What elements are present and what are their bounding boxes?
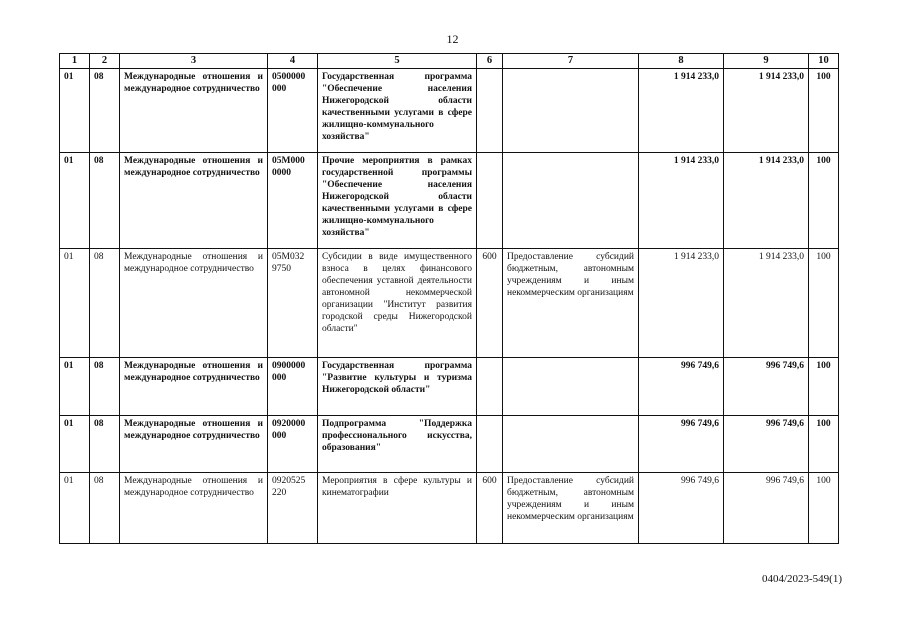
cell-expense-type (477, 69, 503, 153)
cell-actual: 1 914 233,0 (724, 69, 809, 153)
cell-percent: 100 (809, 416, 839, 473)
cell-planned: 1 914 233,0 (639, 69, 724, 153)
cell-expense-type (477, 153, 503, 249)
cell-expense-type-name (503, 358, 639, 416)
cell-section-name: Международные отношения и международное сотрудничество (120, 249, 268, 358)
table-row (60, 153, 839, 249)
cell-actual: 996 749,6 (724, 358, 809, 416)
cell-subsection: 08 (90, 473, 120, 544)
table-row (60, 249, 839, 358)
cell-expense-type-name: Предоставление субсидий бюджетным, автономным учреждениям и иным некоммерческим организациям (503, 249, 639, 358)
table-row (60, 358, 839, 416)
cell-section: 01 (60, 358, 90, 416)
cell-subsection: 08 (90, 416, 120, 473)
cell-section-name: Международные отношения и международное сотрудничество (120, 473, 268, 544)
cell-percent: 100 (809, 249, 839, 358)
cell-section-name: Международные отношения и международное сотрудничество (120, 69, 268, 153)
cell-program-name: Субсидии в виде имущественного взноса в целях финансового обеспечения уставной деятельности автономной некоммерческой организации "Институт развития городской среды Нижегородской области" (318, 249, 477, 358)
cell-planned: 996 749,6 (639, 416, 724, 473)
cell-expense-type-name (503, 69, 639, 153)
cell-percent: 100 (809, 473, 839, 544)
cell-target-code: 05М032 9750 (268, 249, 318, 358)
cell-section-name: Международные отношения и международное сотрудничество (120, 358, 268, 416)
cell-actual: 996 749,6 (724, 416, 809, 473)
cell-section-name: Международные отношения и международное сотрудничество (120, 416, 268, 473)
cell-section: 01 (60, 416, 90, 473)
cell-subsection: 08 (90, 249, 120, 358)
header-col-1: 1 (60, 54, 90, 69)
cell-expense-type-name: Предоставление субсидий бюджетным, автономным учреждениям и иным некоммерческим организациям (503, 473, 639, 544)
cell-subsection: 08 (90, 153, 120, 249)
header-col-8: 8 (639, 54, 724, 69)
header-row (60, 54, 839, 69)
cell-section: 01 (60, 153, 90, 249)
cell-actual: 1 914 233,0 (724, 153, 809, 249)
cell-percent: 100 (809, 358, 839, 416)
cell-program-name: Государственная программа "Развитие культуры и туризма Нижегородской области" (318, 358, 477, 416)
cell-program-name: Государственная программа "Обеспечение населения Нижегородской области качественными услугами в сфере жилищно-коммунального хозяйства" (318, 69, 477, 153)
cell-actual: 996 749,6 (724, 473, 809, 544)
cell-program-name: Подпрограмма "Поддержка профессионального искусства, образования" (318, 416, 477, 473)
document-code: 0404/2023-549(1) (761, 573, 842, 585)
table-row (60, 69, 839, 153)
cell-expense-type: 600 (477, 249, 503, 358)
header-col-5: 5 (318, 54, 477, 69)
cell-actual: 1 914 233,0 (724, 249, 809, 358)
cell-section: 01 (60, 69, 90, 153)
cell-subsection: 08 (90, 358, 120, 416)
header-col-3: 3 (120, 54, 268, 69)
cell-percent: 100 (809, 69, 839, 153)
cell-planned: 996 749,6 (639, 358, 724, 416)
header-col-7: 7 (503, 54, 639, 69)
cell-program-name: Прочие мероприятия в рамках государственной программы "Обеспечение населения Нижегородской области качественными услугами в сфере жилищно-коммунального хозяйства" (318, 153, 477, 249)
cell-percent: 100 (809, 153, 839, 249)
table-row (60, 416, 839, 473)
cell-target-code: 0900000 000 (268, 358, 318, 416)
cell-planned: 1 914 233,0 (639, 153, 724, 249)
header-col-6: 6 (477, 54, 503, 69)
header-col-9: 9 (724, 54, 809, 69)
cell-subsection: 08 (90, 69, 120, 153)
cell-planned: 996 749,6 (639, 473, 724, 544)
cell-program-name: Мероприятия в сфере культуры и кинематографии (318, 473, 477, 544)
header-col-4: 4 (268, 54, 318, 69)
cell-planned: 1 914 233,0 (639, 249, 724, 358)
cell-expense-type (477, 416, 503, 473)
cell-section-name: Международные отношения и международное сотрудничество (120, 153, 268, 249)
cell-expense-type-name (503, 416, 639, 473)
header-col-10: 10 (809, 54, 839, 69)
cell-target-code: 0920525 220 (268, 473, 318, 544)
cell-expense-type: 600 (477, 473, 503, 544)
cell-target-code: 0920000 000 (268, 416, 318, 473)
cell-expense-type-name (503, 153, 639, 249)
table-row (60, 473, 839, 544)
cell-expense-type (477, 358, 503, 416)
page-number: 12 (446, 32, 459, 46)
header-col-2: 2 (90, 54, 120, 69)
cell-section: 01 (60, 473, 90, 544)
cell-target-code: 05М000 0000 (268, 153, 318, 249)
cell-target-code: 0500000 000 (268, 69, 318, 153)
budget-table (59, 53, 839, 544)
cell-section: 01 (60, 249, 90, 358)
